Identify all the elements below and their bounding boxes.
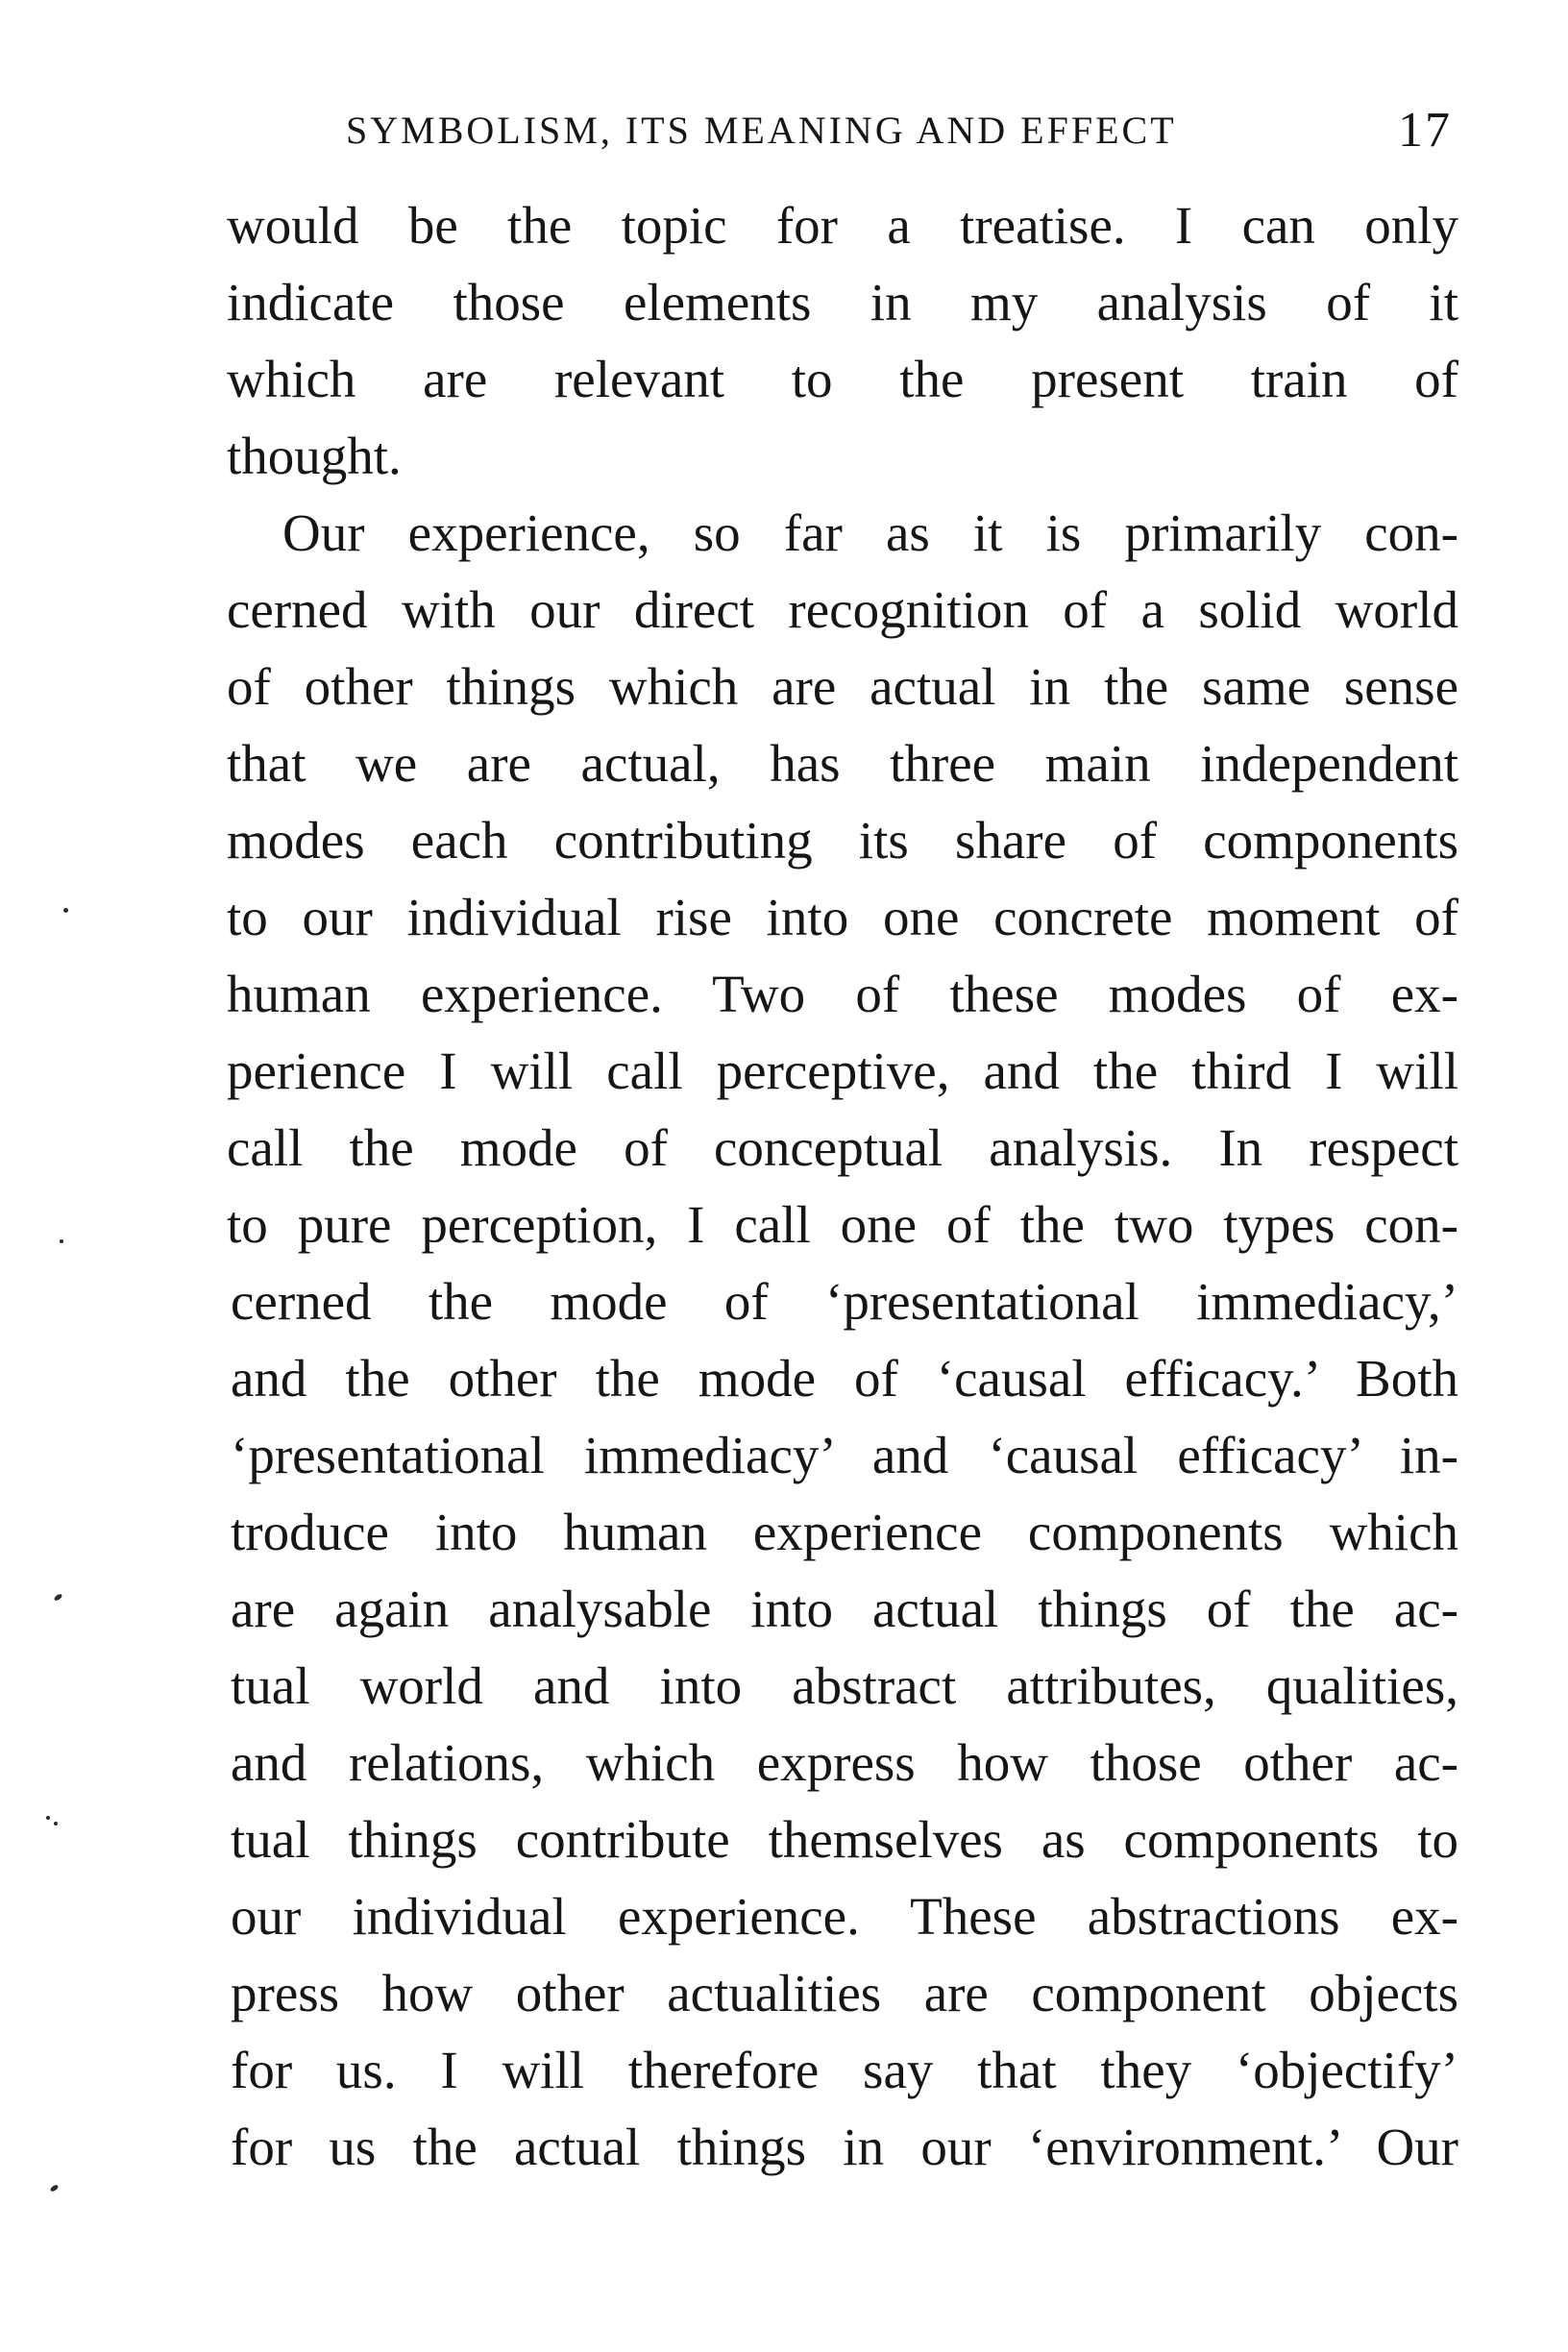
text-line: modes each contributing its share of components (227, 811, 1458, 870)
text-line: perience I will call perceptive, and the third I will (227, 1041, 1458, 1100)
text-line: which are relevant to the present train of (227, 350, 1458, 408)
text-line: troduce into human experience components which (231, 1503, 1458, 1561)
text-line: and relations, which express how those other ac- (231, 1733, 1458, 1792)
scan-speck (60, 1239, 63, 1243)
scan-speck (53, 1593, 62, 1602)
text-line: to our individual rise into one concrete moment of (227, 888, 1458, 946)
running-head: SYMBOLISM, ITS MEANING AND EFFECT (346, 109, 1177, 152)
scan-speck (54, 1822, 58, 1825)
text-line: thought. (227, 427, 402, 485)
text-line: ‘presentational immediacy’ and ‘causal efficacy’ in- (231, 1426, 1458, 1484)
text-line: cerned the mode of ‘presentational immediacy,’ (231, 1272, 1458, 1331)
text-line: call the mode of conceptual analysis. In respect (227, 1118, 1458, 1177)
scan-speck (46, 1816, 50, 1820)
text-line: for us the actual things in our ‘environment.’ Our (231, 2118, 1458, 2176)
text-line: Our experience, so far as it is primarily con- (282, 503, 1458, 562)
text-line: to pure perception, I call one of the two types con- (227, 1195, 1458, 1254)
text-line: cerned with our direct recognition of a solid world (227, 580, 1458, 639)
text-line: for us. I will therefore say that they ‘objectify’ (231, 2041, 1458, 2099)
text-line: indicate those elements in my analysis of it (227, 273, 1458, 331)
text-line: our individual experience. These abstractions ex- (231, 1887, 1458, 1946)
text-line: tual world and into abstract attributes, qualities, (231, 1656, 1458, 1715)
scan-speck (63, 908, 68, 913)
text-line: are again analysable into actual things of the ac- (231, 1580, 1458, 1638)
text-line: that we are actual, has three main independent (227, 734, 1458, 793)
text-line: of other things which are actual in the same sense (227, 657, 1458, 716)
text-line: would be the topic for a treatise. I can only (227, 196, 1458, 255)
text-line: press how other actualities are component objects (231, 1964, 1458, 2022)
scan-speck (49, 2184, 59, 2193)
page-number: 17 (1398, 103, 1452, 158)
text-line: human experience. Two of these modes of ex- (227, 965, 1458, 1023)
text-line: and the other the mode of ‘causal efficacy.’ Both (231, 1349, 1458, 1408)
text-line: tual things contribute themselves as components to (231, 1810, 1458, 1869)
